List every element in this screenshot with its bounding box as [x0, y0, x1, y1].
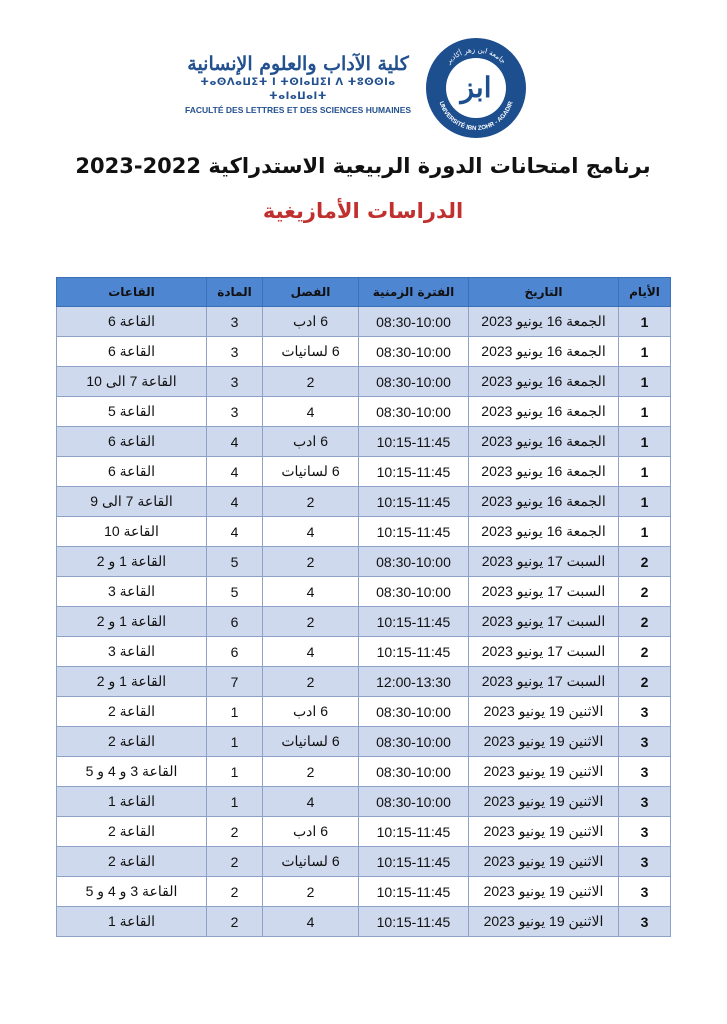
cell-subject: 4	[207, 487, 263, 517]
cell-date: الجمعة 16 يونيو 2023	[469, 307, 619, 337]
column-header-subject: المادة	[207, 278, 263, 307]
cell-halls: القاعة 2	[57, 817, 207, 847]
column-header-halls: القاعات	[57, 278, 207, 307]
cell-semester: 6 لسانيات	[263, 457, 359, 487]
cell-day: 2	[619, 667, 671, 697]
table-row	[57, 817, 671, 847]
cell-semester: 2	[263, 547, 359, 577]
faculty-name-tifinagh: ⵜⴰⵙⴷⴰⵡⵉⵜ ⵏ ⵜⵙⵏⴰⵡⵉⵏ ⴷ ⵜⵓⵙⵙⵏⴰ ⵜⴰⵏⴰⵡⴰⵏⵜ	[200, 77, 396, 102]
cell-halls: القاعة 2	[57, 847, 207, 877]
cell-halls: القاعة 5	[57, 397, 207, 427]
cell-time: 10:15-11:45	[359, 457, 469, 487]
cell-day: 2	[619, 547, 671, 577]
cell-day: 3	[619, 847, 671, 877]
cell-subject: 3	[207, 307, 263, 337]
cell-date: السبت 17 يونيو 2023	[469, 547, 619, 577]
cell-time: 08:30-10:00	[359, 307, 469, 337]
cell-time: 08:30-10:00	[359, 727, 469, 757]
cell-date: الاثنين 19 يونيو 2023	[469, 787, 619, 817]
document-subtitle: الدراسات الأمازيغية	[262, 199, 464, 223]
cell-date: الجمعة 16 يونيو 2023	[469, 487, 619, 517]
cell-day: 2	[619, 607, 671, 637]
cell-day: 3	[619, 877, 671, 907]
column-header-time: الفترة الزمنية	[359, 278, 469, 307]
cell-subject: 5	[207, 547, 263, 577]
cell-semester: 6 ادب	[263, 817, 359, 847]
cell-time: 08:30-10:00	[359, 787, 469, 817]
cell-semester: 4	[263, 397, 359, 427]
cell-halls: القاعة 7 الى 9	[57, 487, 207, 517]
table-row	[57, 607, 671, 637]
cell-semester: 6 ادب	[263, 307, 359, 337]
table-row	[57, 877, 671, 907]
cell-semester: 2	[263, 667, 359, 697]
table-row	[57, 487, 671, 517]
cell-day: 1	[619, 427, 671, 457]
cell-semester: 4	[263, 637, 359, 667]
cell-time: 08:30-10:00	[359, 757, 469, 787]
cell-halls: القاعة 6	[57, 307, 207, 337]
cell-semester: 4	[263, 577, 359, 607]
cell-halls: القاعة 1	[57, 907, 207, 937]
cell-time: 10:15-11:45	[359, 517, 469, 547]
cell-date: الجمعة 16 يونيو 2023	[469, 367, 619, 397]
cell-semester: 4	[263, 787, 359, 817]
cell-subject: 2	[207, 847, 263, 877]
seal-french-text: UNIVERSITÉ IBN ZOHR - AGADIR	[437, 100, 515, 133]
cell-date: الاثنين 19 يونيو 2023	[469, 817, 619, 847]
cell-day: 3	[619, 787, 671, 817]
cell-time: 10:15-11:45	[359, 607, 469, 637]
cell-time: 08:30-10:00	[359, 397, 469, 427]
cell-subject: 3	[207, 367, 263, 397]
cell-time: 08:30-10:00	[359, 367, 469, 397]
table-row	[57, 847, 671, 877]
table-row	[57, 577, 671, 607]
cell-subject: 4	[207, 517, 263, 547]
cell-day: 3	[619, 727, 671, 757]
cell-date: الجمعة 16 يونيو 2023	[469, 517, 619, 547]
column-header-date: التاريخ	[469, 278, 619, 307]
cell-time: 10:15-11:45	[359, 427, 469, 457]
faculty-name-french: FACULTÉ DES LETTRES ET DES SCIENCES HUMAINES	[184, 105, 412, 115]
cell-time: 08:30-10:00	[359, 547, 469, 577]
cell-semester: 6 ادب	[263, 427, 359, 457]
cell-day: 2	[619, 637, 671, 667]
table-body	[57, 307, 671, 937]
cell-semester: 6 لسانيات	[263, 337, 359, 367]
cell-time: 08:30-10:00	[359, 577, 469, 607]
cell-semester: 6 لسانيات	[263, 727, 359, 757]
table-row	[57, 637, 671, 667]
cell-subject: 7	[207, 667, 263, 697]
cell-subject: 2	[207, 907, 263, 937]
cell-subject: 2	[207, 817, 263, 847]
cell-subject: 1	[207, 787, 263, 817]
seal-center	[446, 58, 506, 118]
cell-time: 12:00-13:30	[359, 667, 469, 697]
cell-halls: القاعة 7 الى 10	[57, 367, 207, 397]
cell-date: الجمعة 16 يونيو 2023	[469, 337, 619, 367]
cell-semester: 4	[263, 517, 359, 547]
cell-halls: القاعة 3 و 4 و 5	[57, 877, 207, 907]
table-row	[57, 427, 671, 457]
cell-date: الجمعة 16 يونيو 2023	[469, 457, 619, 487]
cell-day: 3	[619, 757, 671, 787]
cell-date: الاثنين 19 يونيو 2023	[469, 697, 619, 727]
cell-date: الاثنين 19 يونيو 2023	[469, 907, 619, 937]
cell-subject: 1	[207, 727, 263, 757]
cell-day: 1	[619, 487, 671, 517]
cell-semester: 2	[263, 367, 359, 397]
cell-date: الاثنين 19 يونيو 2023	[469, 727, 619, 757]
document-title: برنامج امتحانات الدورة الربيعية الاستدراكية 2022-2023	[75, 154, 651, 178]
table-row	[57, 697, 671, 727]
cell-halls: القاعة 1 و 2	[57, 667, 207, 697]
cell-day: 1	[619, 337, 671, 367]
cell-date: الجمعة 16 يونيو 2023	[469, 427, 619, 457]
cell-halls: القاعة 3 و 4 و 5	[57, 757, 207, 787]
table-row	[57, 517, 671, 547]
table-row	[57, 727, 671, 757]
cell-time: 10:15-11:45	[359, 907, 469, 937]
cell-halls: القاعة 1	[57, 787, 207, 817]
cell-date: السبت 17 يونيو 2023	[469, 637, 619, 667]
cell-halls: القاعة 3	[57, 577, 207, 607]
cell-date: السبت 17 يونيو 2023	[469, 667, 619, 697]
cell-day: 1	[619, 517, 671, 547]
cell-time: 10:15-11:45	[359, 817, 469, 847]
table-row	[57, 667, 671, 697]
cell-day: 1	[619, 367, 671, 397]
cell-semester: 2	[263, 607, 359, 637]
cell-time: 10:15-11:45	[359, 877, 469, 907]
table-row	[57, 307, 671, 337]
seal-monogram: ابز	[460, 71, 492, 104]
cell-halls: القاعة 1 و 2	[57, 547, 207, 577]
cell-halls: القاعة 1 و 2	[57, 607, 207, 637]
cell-day: 1	[619, 397, 671, 427]
faculty-header	[180, 30, 550, 140]
table-row	[57, 547, 671, 577]
table-row	[57, 367, 671, 397]
table-row	[57, 457, 671, 487]
table-header-row	[57, 278, 671, 307]
cell-semester: 6 لسانيات	[263, 847, 359, 877]
cell-subject: 2	[207, 877, 263, 907]
cell-subject: 4	[207, 427, 263, 457]
cell-halls: القاعة 6	[57, 457, 207, 487]
column-header-semester: الفصل	[263, 278, 359, 307]
table-row	[57, 787, 671, 817]
cell-time: 10:15-11:45	[359, 847, 469, 877]
cell-semester: 6 ادب	[263, 697, 359, 727]
cell-halls: القاعة 3	[57, 637, 207, 667]
cell-day: 2	[619, 577, 671, 607]
cell-halls: القاعة 6	[57, 427, 207, 457]
table-row	[57, 337, 671, 367]
cell-subject: 5	[207, 577, 263, 607]
exam-schedule-table	[56, 277, 671, 937]
cell-time: 08:30-10:00	[359, 697, 469, 727]
cell-halls: القاعة 2	[57, 697, 207, 727]
cell-semester: 4	[263, 907, 359, 937]
cell-day: 3	[619, 697, 671, 727]
cell-halls: القاعة 2	[57, 727, 207, 757]
cell-subject: 6	[207, 607, 263, 637]
cell-subject: 6	[207, 637, 263, 667]
seal-arabic-text: جامعة ابن زهر أكادير	[444, 45, 508, 66]
cell-semester: 2	[263, 877, 359, 907]
cell-time: 08:30-10:00	[359, 337, 469, 367]
university-seal	[426, 38, 526, 138]
cell-day: 3	[619, 907, 671, 937]
faculty-name-arabic: كلية الآداب والعلوم الإنسانية	[187, 53, 409, 75]
cell-subject: 3	[207, 337, 263, 367]
cell-date: السبت 17 يونيو 2023	[469, 607, 619, 637]
cell-subject: 1	[207, 697, 263, 727]
cell-time: 10:15-11:45	[359, 487, 469, 517]
cell-date: الاثنين 19 يونيو 2023	[469, 757, 619, 787]
table-row	[57, 757, 671, 787]
cell-halls: القاعة 6	[57, 337, 207, 367]
cell-day: 1	[619, 457, 671, 487]
cell-day: 1	[619, 307, 671, 337]
cell-day: 3	[619, 817, 671, 847]
cell-date: الاثنين 19 يونيو 2023	[469, 877, 619, 907]
cell-subject: 4	[207, 457, 263, 487]
cell-time: 10:15-11:45	[359, 637, 469, 667]
table-row	[57, 397, 671, 427]
cell-semester: 2	[263, 757, 359, 787]
cell-semester: 2	[263, 487, 359, 517]
column-header-day: الأيام	[619, 278, 671, 307]
cell-date: الجمعة 16 يونيو 2023	[469, 397, 619, 427]
cell-subject: 3	[207, 397, 263, 427]
cell-halls: القاعة 10	[57, 517, 207, 547]
faculty-name-block	[180, 52, 416, 117]
cell-date: السبت 17 يونيو 2023	[469, 577, 619, 607]
cell-subject: 1	[207, 757, 263, 787]
cell-date: الاثنين 19 يونيو 2023	[469, 847, 619, 877]
table-row	[57, 907, 671, 937]
